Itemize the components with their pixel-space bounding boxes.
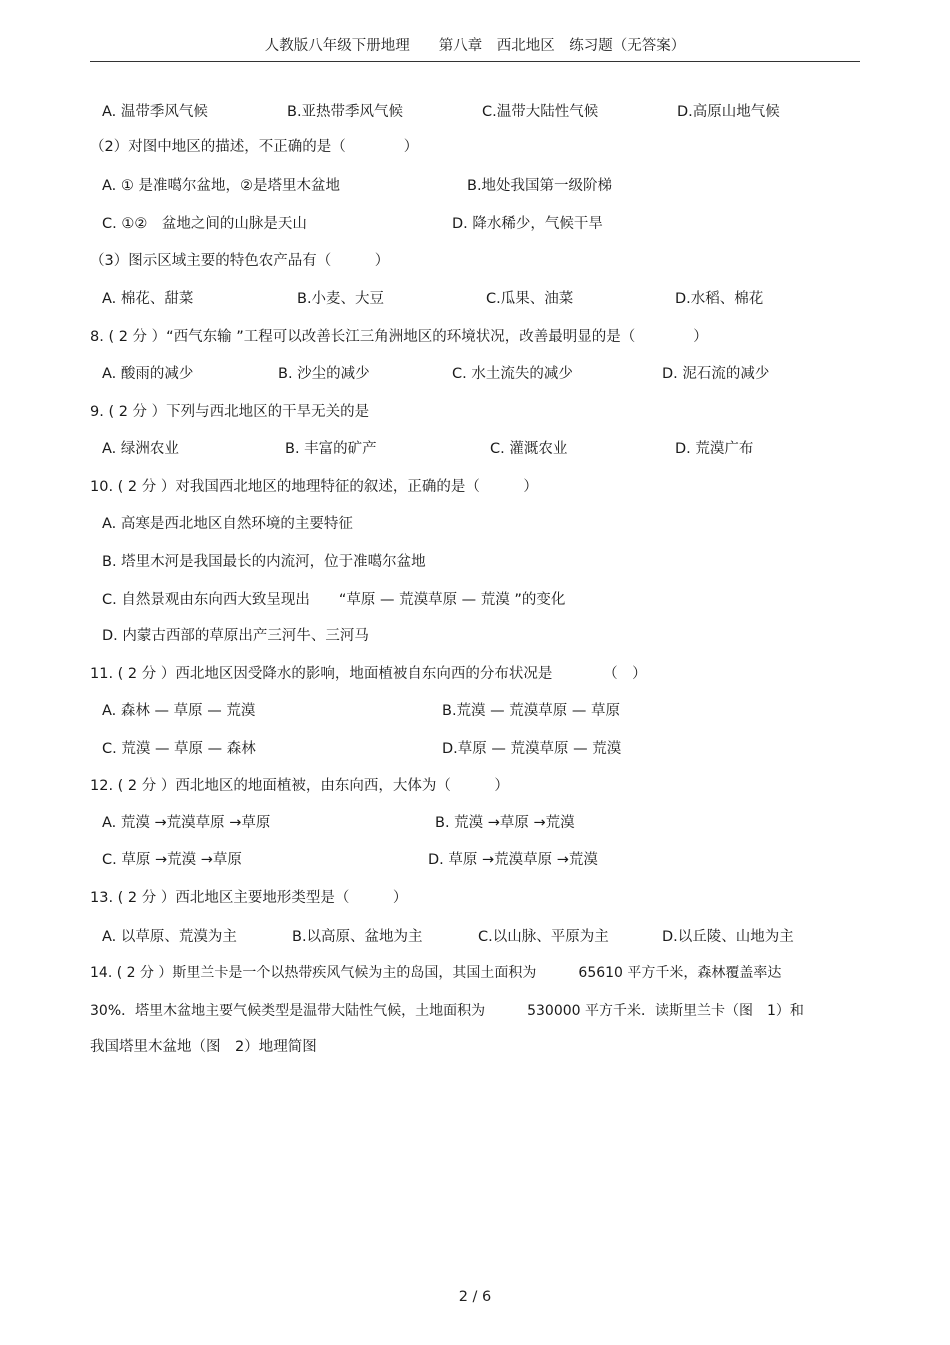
q11-option-c: C. 荒漠 — 草原 — 森林	[102, 741, 256, 757]
q8-option-b: B. 沙尘的减少	[278, 366, 370, 382]
q8-option-c: C. 水土流失的减少	[452, 366, 573, 382]
q7-option-c: C.温带大陆性气候	[482, 104, 599, 120]
q9-stem: 9. ( 2 分 ）下列与西北地区的干旱无关的是	[90, 404, 370, 420]
q7-sub3-option-a: A. 棉花、甜菜	[102, 291, 194, 307]
q9-option-a: A. 绿洲农业	[102, 441, 179, 457]
page-header: 人教版八年级下册地理 第八章 西北地区 练习题（无答案）	[264, 38, 686, 54]
q7-option-b: B.亚热带季风气候	[287, 104, 404, 120]
q8-stem: 8. ( 2 分 ）“西气东输 ”工程可以改善长江三角洲地区的环境状况，改善最明显的是（ ）	[90, 329, 708, 345]
q7-sub3-stem: （3）图示区域主要的特色农产品有（ ）	[90, 253, 390, 269]
q12-option-a: A. 荒漠 →荒漠草原 →草原	[102, 815, 271, 831]
q9-option-d: D. 荒漠广布	[675, 441, 754, 457]
q11-option-b: B.荒漠 — 荒漠草原 — 草原	[442, 703, 620, 719]
q13-option-c: C.以山脉、平原为主	[478, 929, 609, 945]
q7-option-a: A. 温带季风气候	[102, 104, 208, 120]
q10-option-c: C. 自然景观由东向西大致呈现出 “草原 — 荒漠草原 — 荒漠 ”的变化	[102, 592, 566, 608]
q12-option-d: D. 草原 →荒漠草原 →荒漠	[428, 852, 598, 868]
q10-option-b: B. 塔里木河是我国最长的内流河，位于准噶尔盆地	[102, 554, 426, 570]
q13-option-b: B.以高原、盆地为主	[292, 929, 423, 945]
q14-line-3: 我国塔里木盆地（图 2）地理简图	[90, 1039, 317, 1055]
q7-sub2-option-a: A. ① 是准噶尔盆地，②是塔里木盆地	[102, 178, 340, 194]
q10-option-d: D. 内蒙古西部的草原出产三河牛、三河马	[102, 628, 369, 644]
page-number: 2 / 6	[458, 1289, 492, 1305]
q9-option-c: C. 灌溉农业	[490, 441, 568, 457]
q7-option-d: D.高原山地气候	[677, 104, 780, 120]
q14-line-1: 14. ( 2 分 ）斯里兰卡是一个以热带疾风气候为主的岛国，其国土面积为 65610 平方千米，森林覆盖率达	[90, 965, 782, 981]
q7-sub2-option-d: D. 降水稀少，气候干旱	[452, 216, 603, 232]
q7-sub3-option-d: D.水稻、棉花	[675, 291, 764, 307]
q8-option-d: D. 泥石流的减少	[662, 366, 770, 382]
q8-option-a: A. 酸雨的减少	[102, 366, 194, 382]
q7-sub2-option-c: C. ①② 盆地之间的山脉是天山	[102, 216, 307, 232]
q11-option-a: A. 森林 — 草原 — 荒漠	[102, 703, 256, 719]
q9-option-b: B. 丰富的矿产	[285, 441, 377, 457]
q7-sub2-stem: （2）对图中地区的描述，不正确的是（ ）	[90, 139, 419, 155]
q11-stem: 11. ( 2 分 ）西北地区因受降水的影响，地面植被自东向西的分布状况是 （ ）	[90, 666, 647, 682]
q10-stem: 10. ( 2 分 ）对我国西北地区的地理特征的叙述，正确的是（ ）	[90, 479, 538, 495]
q14-line-2: 30%．塔里木盆地主要气候类型是温带大陆性气候，土地面积为 530000 平方千米．读斯里兰卡（图 1）和	[90, 1003, 804, 1019]
header-rule	[90, 61, 860, 62]
q13-option-a: A. 以草原、荒漠为主	[102, 929, 237, 945]
q7-sub3-option-b: B.小麦、大豆	[297, 291, 385, 307]
q12-option-b: B. 荒漠 →草原 →荒漠	[435, 815, 575, 831]
q10-option-a: A. 高寒是西北地区自然环境的主要特征	[102, 516, 353, 532]
q7-sub3-option-c: C.瓜果、油菜	[486, 291, 574, 307]
q11-option-d: D.草原 — 荒漠草原 — 荒漠	[442, 741, 622, 757]
q12-option-c: C. 草原 →荒漠 →草原	[102, 852, 242, 868]
q13-stem: 13. ( 2 分 ）西北地区主要地形类型是（ ）	[90, 890, 408, 906]
q13-option-d: D.以丘陵、山地为主	[662, 929, 794, 945]
q7-sub2-option-b: B.地处我国第一级阶梯	[467, 178, 613, 194]
q12-stem: 12. ( 2 分 ）西北地区的地面植被，由东向西，大体为（ ）	[90, 778, 509, 794]
